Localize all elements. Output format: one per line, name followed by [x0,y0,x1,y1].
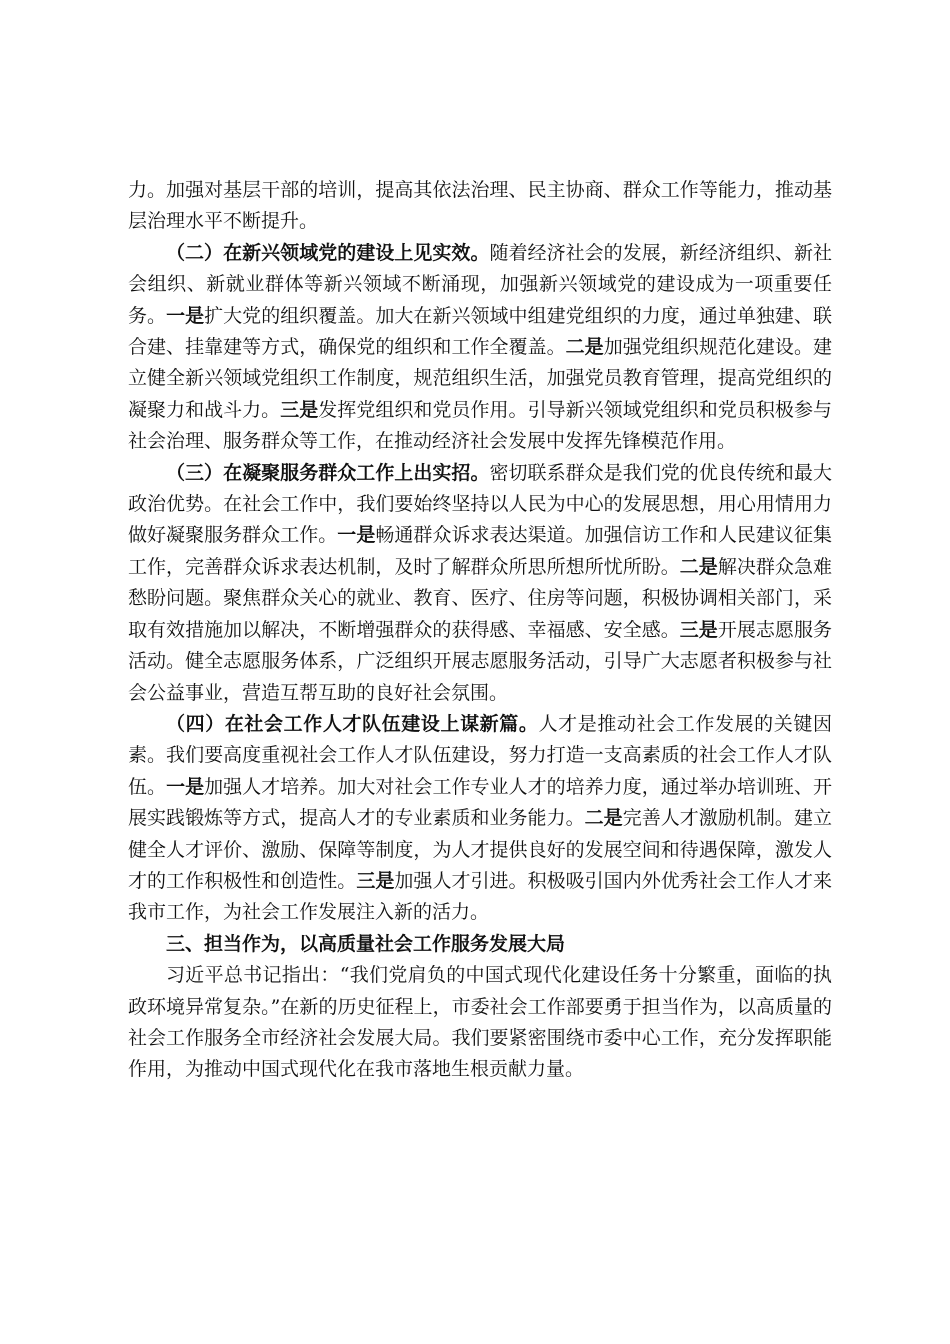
section-heading: （四）在社会工作人才队伍建设上谋新篇。 [166,712,539,735]
paragraph-section-4 [128,709,832,929]
paragraph-text: 畅通群众诉求表达渠道。加强信访工作和人民建议征集工作，完善群众诉求表达机制，及时了解群众所思所想所忧所盼。 [128,524,832,578]
paragraph-text: 完善人才激励机制。建立健全人才评价、激励、保障等制度，为人才提供良好的发展空间和待遇保障，激发人才的工作积极性和创造性。 [128,807,832,892]
point-marker: 三是 [280,398,319,421]
paragraph-section-3 [128,458,832,709]
point-marker: 一是 [337,524,376,547]
point-marker: 一是 [166,304,205,327]
document-body [128,175,832,1086]
heading-text: 三、担当作为，以高质量社会工作服务发展大局 [166,932,566,955]
point-marker: 二是 [565,336,604,359]
paragraph-text: 随着经济社会的发展，新经济组织、新社会组织、新就业群体等新兴领域不断涌现，加强新兴领域党的建设成为一项重要任务。 [128,241,832,327]
section-heading: （二）在新兴领域党的建设上见实效。 [166,241,490,264]
paragraph-text: 开展志愿服务活动。健全志愿服务体系，广泛组织开展志愿服务活动，引导广大志愿者积极参与社会公益事业，营造互帮互助的良好社会氛围。 [128,618,832,704]
chapter-heading [128,929,832,960]
paragraph-text: 扩大党的组织覆盖。加大在新兴领域中组建党组织的力度，通过单独建、联合建、挂靠建等方式，确保党的组织和工作全覆盖。 [128,304,832,359]
paragraph-continuation [128,175,832,238]
paragraph-text: 习近平总书记指出：“我们党肩负的中国式现代化建设任务十分繁重，面临的执政环境异常复杂。”在新的历史征程上，市委社会工作部要勇于担当作为，以高质量的社会工作服务全市经济社会发展大局。我们要紧密围绕市委中心工作，充分发挥职能作用，为推动中国式现代化在我市落地生根贡献力量。 [128,964,832,1081]
paragraph-text: 加强人才引进。积极吸引国内外优秀社会工作人才来我市工作，为社会工作发展注入新的活力。 [128,869,832,924]
paragraph-text: 加强人才培养。加大对社会工作专业人才的培养力度，通过举办培训班、开展实践锻炼等方式，提高人才的专业素质和业务能力。 [128,775,832,830]
paragraph-text: 加强党组织规范化建设。建立健全新兴领域党组织工作制度，规范组织生活，加强党员教育管理，提高党组织的凝聚力和战斗力。 [128,336,832,421]
paragraph-text: 力。加强对基层干部的培训，提高其依法治理、民主协商、群众工作等能力，推动基层治理水平不断提升。 [128,179,832,233]
paragraph-body [128,960,832,1086]
point-marker: 三是 [356,869,395,892]
paragraph-section-2 [128,238,832,458]
paragraph-text: 解决群众急难愁盼问题。聚焦群众关心的就业、教育、医疗、住房等问题，积极协调相关部门，采取有效措施加以解决，不断增强群众的获得感、幸福感、安全感。 [128,555,832,641]
point-marker: 三是 [679,618,718,641]
point-marker: 二是 [679,555,718,578]
point-marker: 一是 [166,775,205,798]
paragraph-text: 发挥党组织和党员作用。引导新兴领域党组织和党员积极参与社会治理、服务群众等工作，在推动经济社会发展中发挥先锋模范作用。 [128,398,832,453]
point-marker: 二是 [584,807,623,830]
paragraph-text: 人才是推动社会工作发展的关键因素。我们要高度重视社会工作人才队伍建设，努力打造一支高素质的社会工作人才队伍。 [128,712,832,798]
section-heading: （三）在凝聚服务群众工作上出实招。 [166,461,490,484]
paragraph-text: 密切联系群众是我们党的优良传统和最大政治优势。在社会工作中，我们要始终坚持以人民为中心的发展思想，用心用情用力做好凝聚服务群众工作。 [128,461,832,547]
